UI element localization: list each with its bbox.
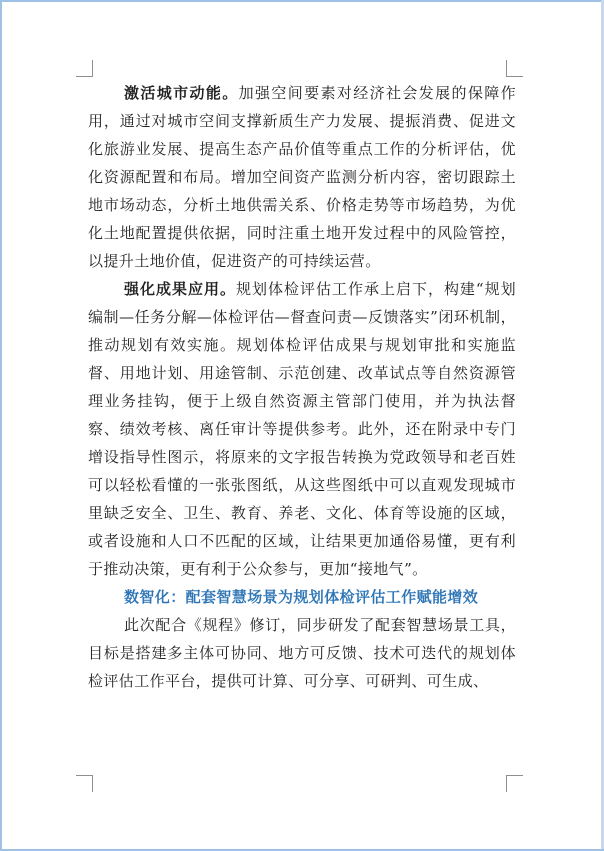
section-heading: 数智化：配套智慧场景为规划体检评估工作赋能增效 xyxy=(124,588,479,606)
paragraph-strengthen-application xyxy=(88,275,516,583)
crop-mark-bottom-left xyxy=(76,775,93,792)
document-body xyxy=(88,79,516,695)
paragraph-smart-scenario xyxy=(88,611,516,695)
paragraph-lead: 强化成果应用。 xyxy=(124,280,236,298)
paragraph-text: 此次配合《规程》修订，同步研发了配套智慧场景工具，目标是搭建多主体可协同、地方可反馈、技术可迭代的规划体检评估工作平台，提供可计算、可分享、可研判、可生成、 xyxy=(88,616,516,690)
crop-mark-bottom-right xyxy=(506,775,523,792)
crop-mark-top-right xyxy=(506,60,523,77)
paragraph-text: 加强空间要素对经济社会发展的保障作用，通过对城市空间支撑新质生产力发展、提振消费、促进文化旅游业发展、提高生态产品价值等重点工作的分析评估，优化资源配置和布局。增加空间资产监测分析内容，密切跟踪土地市场动态，分析土地供需关系、价格走势等市场趋势，为优化土地配置提供依据，同时注重土地开发过程中的风险管控，以提升土地价值，促进资产的可持续运营。 xyxy=(88,84,516,270)
page-border-left xyxy=(0,0,2,851)
paragraph-text: 规划体检评估工作承上启下，构建“规划编制—任务分解—体检评估—督查问责—反馈落实”闭环机制，推动规划有效实施。规划体检评估成果与规划审批和实施监督、用地计划、用途管制、示范创建、改革试点等自然资源管理业务挂钩，便于上级自然资源主管部门使用，并为执法督察、绩效考核、离任审计等提供参考。此外，还在附录中专门增设指导性图示，将原来的文字报告转换为党政领导和老百姓可以轻松看懂的一张张图纸，从这些图纸中可以直观发现城市里缺乏安全、卫生、教育、养老、文化、体育等设施的区域，或者设施和人口不匹配的区域，让结果更加通俗易懂，更有利于推动决策，更有利于公众参与，更加“接地气”。 xyxy=(88,280,516,578)
crop-mark-top-left xyxy=(76,60,93,77)
paragraph-lead: 激活城市动能。 xyxy=(124,84,239,102)
page-border-top xyxy=(0,0,604,2)
paragraph-activate-city-momentum xyxy=(88,79,516,275)
